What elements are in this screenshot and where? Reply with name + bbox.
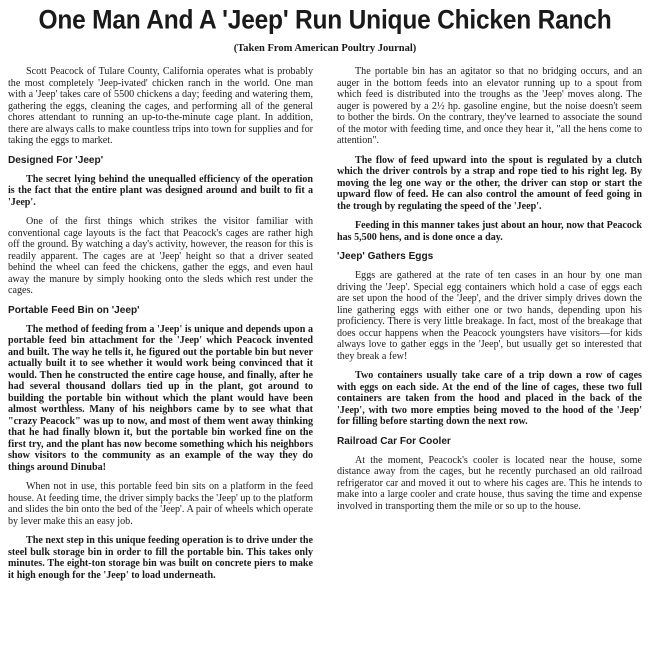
paragraph: The portable bin has an agitator so that no bridging occurs, and an auger in the bottom feeds into an elevator running up to a spout from which feed is distributed into the troughs as the 'Jeep' moves along. The auger is powered by a 2½ hp. gasoline engine, but the noise doesn't seem to bother the birds. On the contrary, they've learned to associate the sound of the motor with feeding time, and once they hear it, "all the hens come to attention". (337, 66, 642, 146)
right-column (337, 66, 642, 589)
section-heading: Railroad Car For Cooler (337, 435, 451, 447)
paragraph: Two containers usually take care of a trip down a row of cages with eggs on each side. At the end of the line of cages, these two full containers are taken from the hood and placed in the back of the 'Jeep', with two more empties being moved to the hood of the 'Jeep' for filling before starting down the next row. (337, 370, 642, 427)
paragraph: The next step in this unique feeding operation is to drive under the steel bulk storage bin in order to fill the portable bin. This takes only minutes. The eight-ton storage bin was built on concrete piers to make it high enough for the 'Jeep' to load underneath. (8, 535, 313, 581)
paragraph: The method of feeding from a 'Jeep' is unique and depends upon a portable feed bin attachment for the 'Jeep' which Peacock invented and built. The way he tells it, he figured out the portable bin but never actually built it to see whether it would work being convinced that it would. Then he constructed the entire cage house, and finally, after he had several thousand dollars tied up in the plant, got around to building the portable bin without which the plant would have been almost worthless. Many of his neighbors came by to see what that "crazy Peacock" was up to now, and most of them went away thinking that he had finally blown it, but the portable bin worked fine on the first try, and the plant has now become something which his neighbors show visitors to the community as an example of the way they do things around Dinuba! (8, 323, 313, 473)
left-column (8, 66, 313, 589)
paragraph: Eggs are gathered at the rate of ten cases in an hour by one man driving the 'Jeep'. Special egg containers which hold a case of eggs each are set upon the hood of the 'Jeep', and the driver simply drives down the line gathering eggs with either one or two hands, depending upon his proficiency. There is very little breakage. In fact, most of the breakage that does occur happens when the Peacock youngsters have visitors—for kids always love to gather eggs in the 'Jeep', but usually get so interested that they break a few! (337, 270, 642, 362)
paragraph: The flow of feed upward into the spout is regulated by a clutch which the driver controls by a strap and rope tied to his right leg. By moving the leg one way or the other, the driver can stop or start the upward flow of feed. He can also control the amount of feed going in the trough by regulating the speed of the 'Jeep'. (337, 154, 642, 212)
headline: One Man And A 'Jeep' Run Unique Chicken Ranch (38, 5, 612, 36)
paragraph: At the moment, Peacock's cooler is located near the house, some distance away from the cages, but he recently purchased an old railroad refrigerator car and moved it out to where his cages are. This he intends to make into a large cooler and crate house, thus saving the time and expense involved in transporting them the mile or so up to the house. (337, 454, 642, 512)
paragraph: Feeding in this manner takes just about an hour, now that Peacock has 5,500 hens, and is done once a day. (337, 220, 642, 243)
paragraph: The secret lying behind the unequalled efficiency of the operation is the fact that the entire plant was designed around and built to fit a 'Jeep'. (8, 173, 313, 208)
source-credit: (Taken From American Poultry Journal) (233, 43, 417, 54)
section-heading: Designed For 'Jeep' (8, 154, 104, 166)
paragraph: One of the first things which strikes the visitor familiar with conventional cage layouts is the fact that Peacock's cages are rather high off the ground. By watching a day's activity, however, the reason for this is readily apparent. The cages are at 'Jeep' height so that a driver seated behind the wheel can feed the chickens, gather the eggs, and even haul away the manure by simply hooking onto the sleds which rest under the cages. (8, 216, 313, 296)
section-heading: Portable Feed Bin on 'Jeep' (8, 304, 140, 316)
paragraph: Scott Peacock of Tulare County, California operates what is probably the most completely 'Jeep-ivated' chicken ranch in the world. One man with a 'Jeep' takes care of 5500 chickens a day; feeding and watering them, gathering the eggs, cleaning the cages, and performing all of the general chores attendant to running an up-to-the-minute cage plant. In addition, there are always calls to make countless trips into town for supplies and for taking the eggs to market. (8, 66, 313, 146)
paragraph: When not in use, this portable feed bin sits on a platform in the feed house. At feeding time, the driver simply backs the 'Jeep' up to the platform and slides the bin onto the bed of the 'Jeep'. A pair of wheels which operate by lever make this an easy job. (8, 481, 313, 527)
article-body (8, 66, 642, 589)
section-heading: 'Jeep' Gathers Eggs (337, 251, 434, 262)
